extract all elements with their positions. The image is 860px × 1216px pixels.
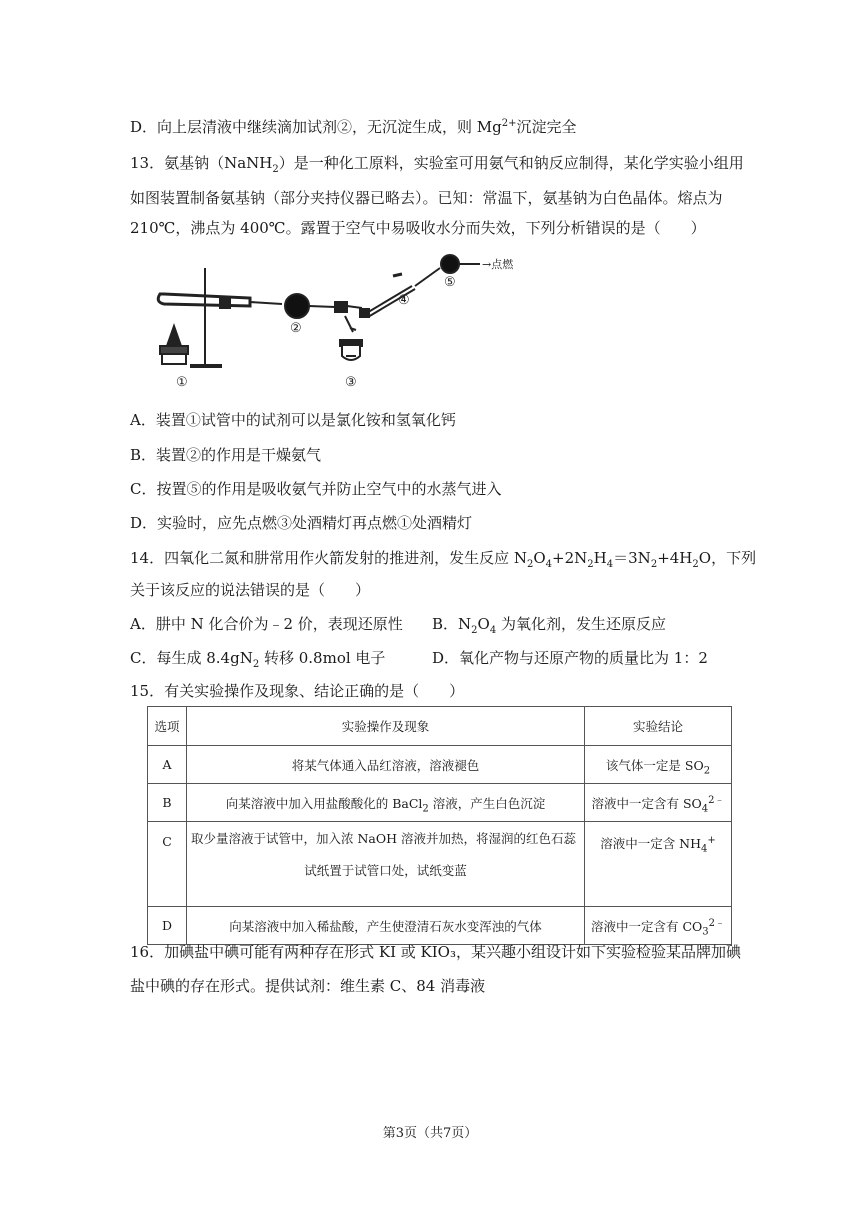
row-option: A (148, 746, 187, 784)
q12-option-d: D．向上层清液中继续滴加试剂②，无沉淀生成，则 $Mg^{2+}$沉淀完全 (130, 118, 577, 136)
row-conclusion: 溶液中一定含有 $CO_3^{2﹣}$ (585, 907, 732, 945)
row-option: D (148, 907, 187, 945)
q14-option-a: A．肼中 N 化合价为﹣2 价，表现还原性 (130, 615, 403, 633)
experiment-table (147, 706, 732, 945)
label-1: ① (176, 375, 188, 390)
row-operation: 向某溶液中加入稀盐酸，产生使澄清石灰水变浑浊的气体 (187, 907, 585, 945)
apparatus-diagram (150, 254, 540, 394)
row-operation: 向某溶液中加入用盐酸酸化的 BaCl$_2$ 溶液，产生白色沉淀 (187, 784, 585, 822)
q14-stem-line-1: 14．四氧化二氮和肼常用作火箭发射的推进剂，发生反应 $N_2O_4+2N_2H_4=3N_2+4H_2O$，下列 (130, 549, 757, 570)
q16-stem-line-1: 16．加碘盐中碘可能有两种存在形式 KI 或 KIO₃，某兴趣小组设计如下实验检验某品牌加碘 (130, 943, 741, 961)
table-header-row (148, 707, 732, 746)
q13-option-c: C．按置⑤的作用是吸收氨气并防止空气中的水蒸气进入 (130, 480, 502, 498)
q13-stem-line-2: 如图装置制备氨基钠（部分夹持仪器已略去）。已知：常温下，氨基钠为白色晶体。熔点为 (130, 189, 723, 207)
row-operation: 取少量溶液于试管中，加入浓 NaOH 溶液并加热，将湿润的红色石蕊 试纸置于试管口处，试纸变蓝 (187, 822, 585, 907)
q16-stem-line-2: 盐中碘的存在形式。提供试剂：维生素 C、84 消毒液 (130, 977, 486, 995)
q14-option-b: B．$N_2O_4$ 为氧化剂，发生还原反应 (432, 615, 666, 636)
q14-option-c: C．每生成 $8.4gN_2$ 转移 0.8mol 电子 (130, 649, 386, 670)
label-2: ② (290, 321, 302, 336)
header-option: 选项 (148, 707, 187, 746)
q14-option-d: D．氧化产物与还原产物的质量比为 1：2 (432, 649, 708, 667)
page-footer: 第3页（共7页） (382, 1126, 478, 1141)
table-row (148, 746, 732, 784)
q14-stem-line-2: 关于该反应的说法错误的是（ ） (130, 581, 371, 599)
header-conclusion: 实验结论 (585, 707, 732, 746)
q13-stem-line-1: 13．氨基钠（NaNH$_2$）是一种化工原料，实验室可用氨气和钠反应制得，某化学实验小组用 (130, 154, 744, 175)
row-operation: 将某气体通入品红溶液，溶液褪色 (187, 746, 585, 784)
table-row (148, 822, 732, 907)
table-row (148, 784, 732, 822)
row-conclusion: 该气体一定是 $SO_2$ (585, 746, 732, 784)
header-operation: 实验操作及现象 (187, 707, 585, 746)
ignite-label: →点燃 (482, 258, 514, 271)
q13-stem-line-3: 210℃，沸点为 400℃。露置于空气中易吸收水分而失效，下列分析错误的是（ ） (130, 219, 706, 237)
row-option: C (148, 822, 187, 907)
row-conclusion: 溶液中一定含 $NH_4^+$ (585, 822, 732, 907)
label-4: ④ (398, 293, 410, 308)
row-option: B (148, 784, 187, 822)
label-3: ③ (345, 375, 357, 390)
label-5: ⑤ (444, 275, 456, 290)
q13-option-d: D．实验时，应先点燃③处酒精灯再点燃①处酒精灯 (130, 514, 473, 532)
table-row (148, 907, 732, 945)
q13-option-a: A．装置①试管中的试剂可以是氯化铵和氢氧化钙 (130, 411, 456, 429)
row-conclusion: 溶液中一定含有 $SO_4^{2﹣}$ (585, 784, 732, 822)
q13-option-b: B．装置②的作用是干燥氨气 (130, 446, 322, 464)
q15-title: 15．有关实验操作及现象、结论正确的是（ ） (130, 682, 465, 700)
